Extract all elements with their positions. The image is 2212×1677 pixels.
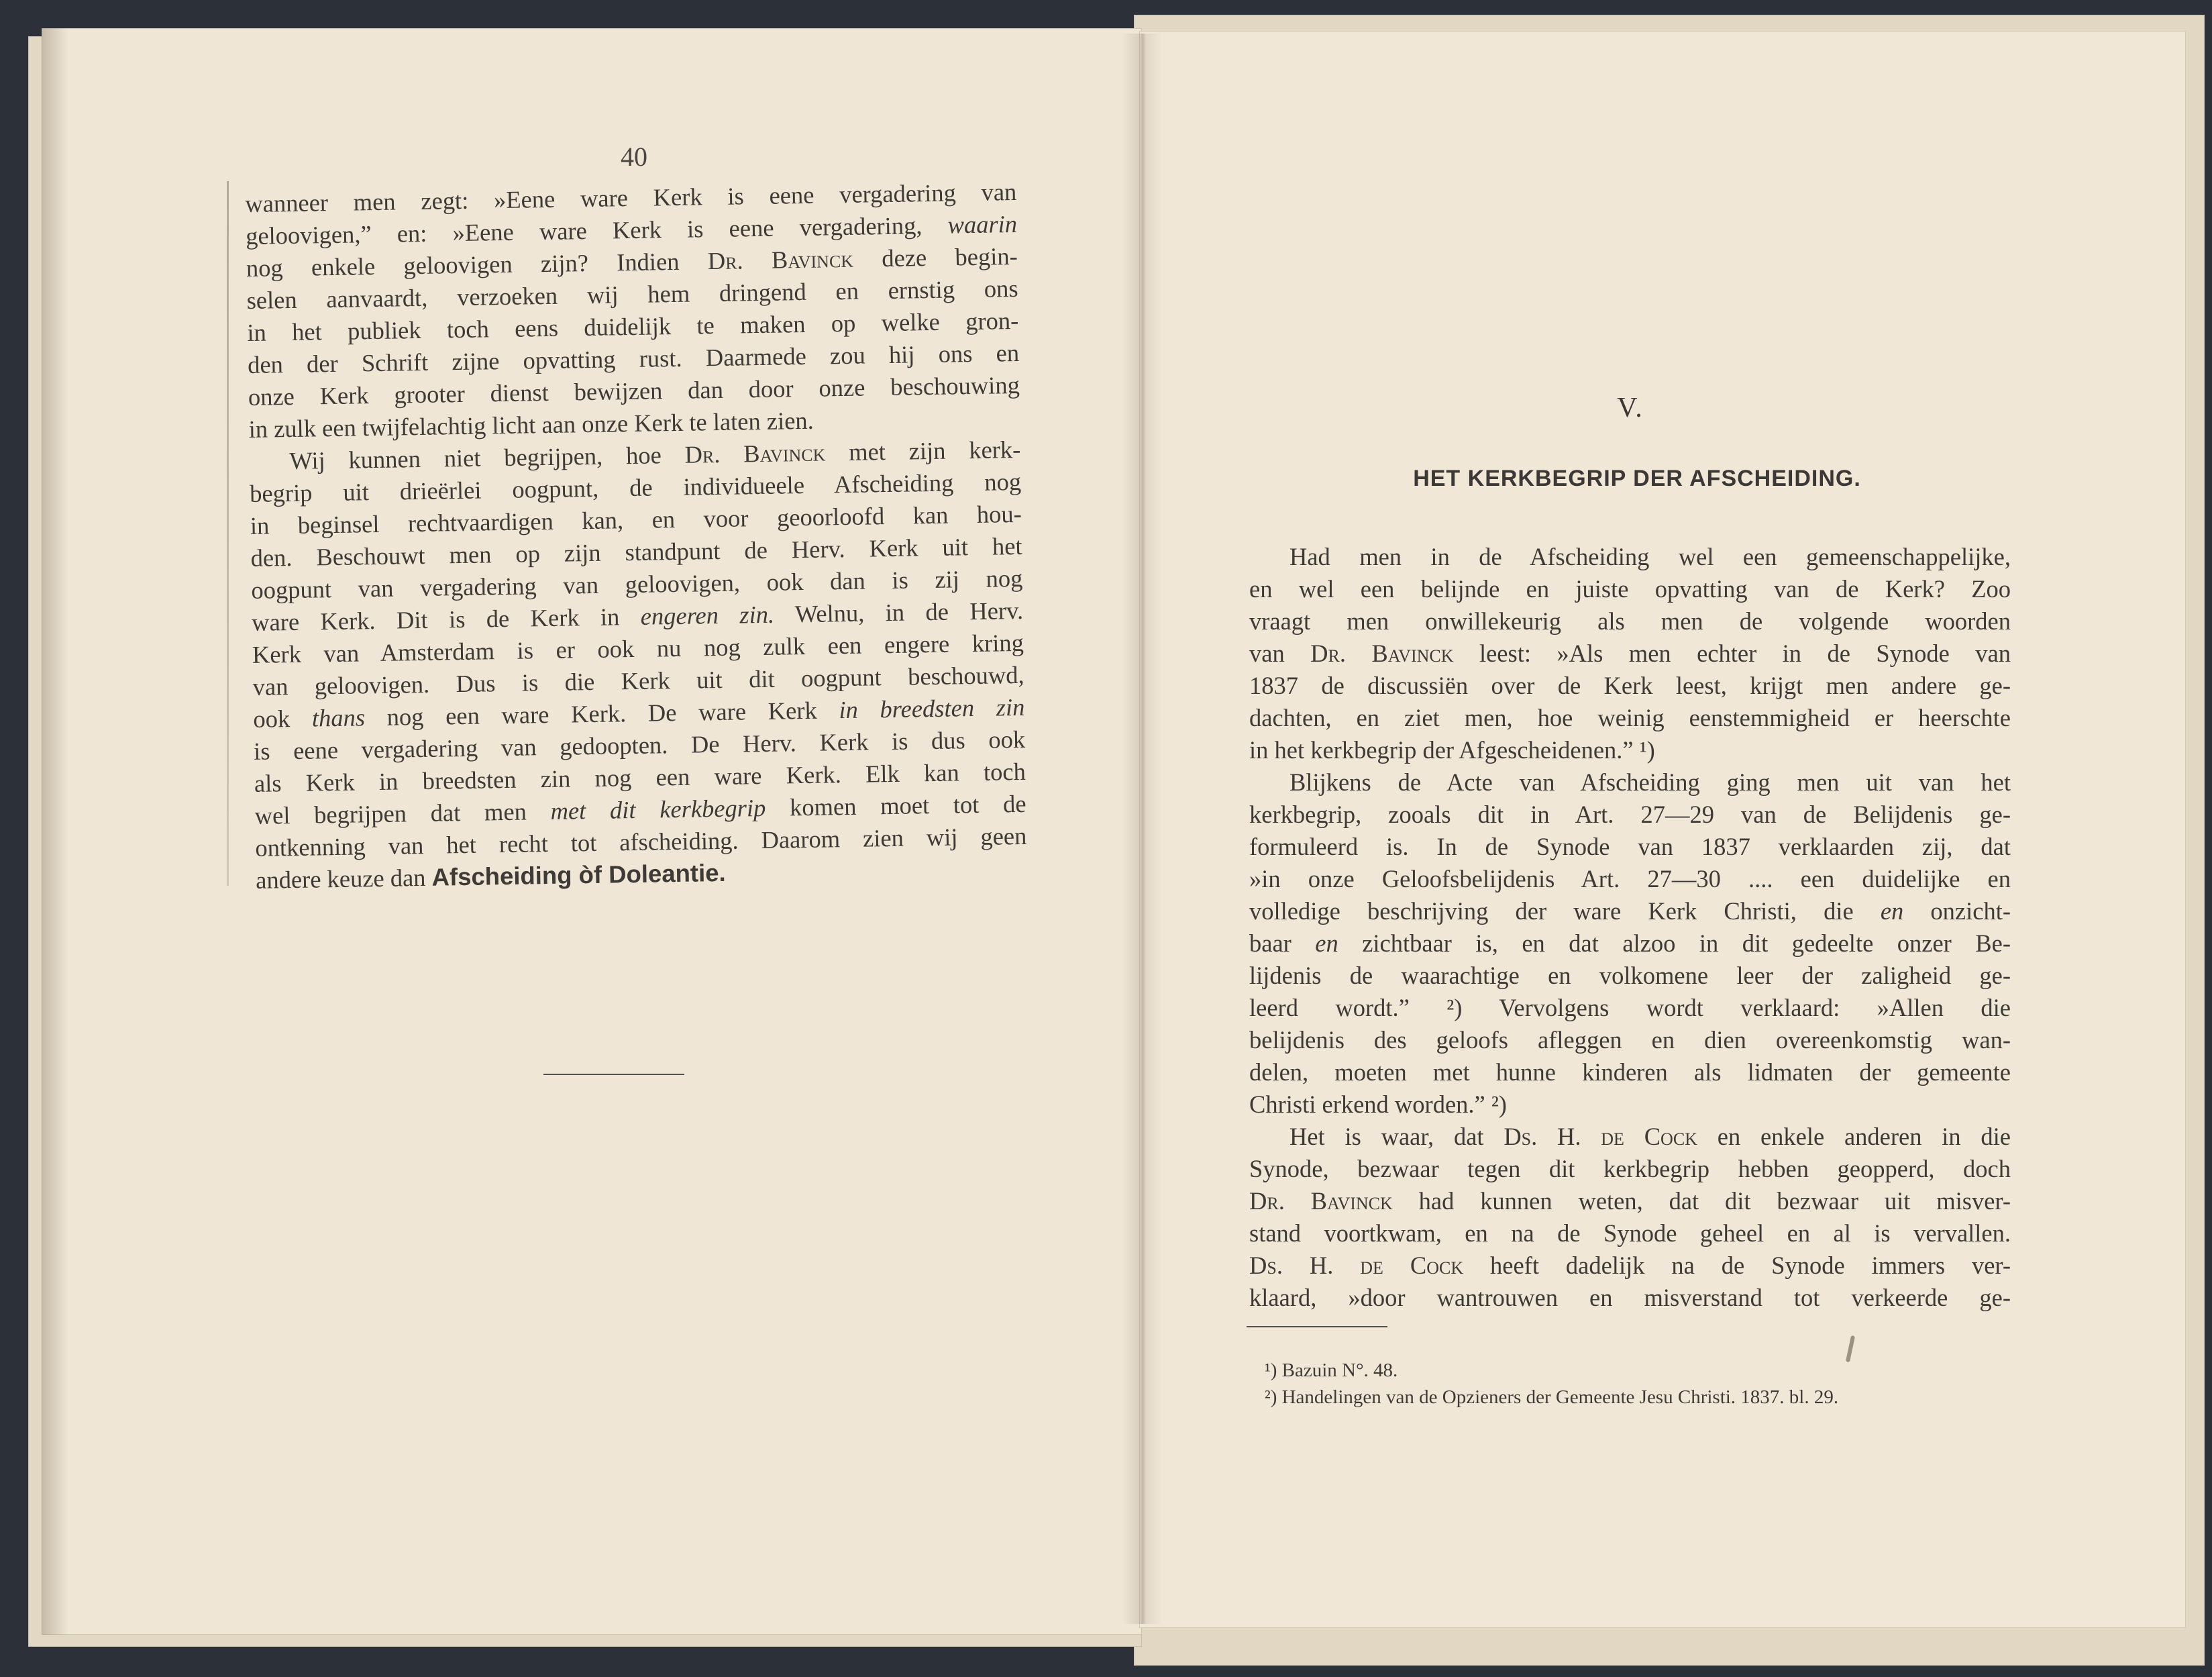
text-line <box>1249 1185 2011 1217</box>
text-segment: onzicht- <box>1903 897 2011 925</box>
text-line <box>1249 766 2011 799</box>
text-segment: en <box>1315 929 1338 957</box>
text-line <box>1249 1250 2011 1282</box>
text-line <box>1249 1088 2011 1121</box>
text-segment: is eene vergadering van gedoopten. De Herv. Kerk is dus ook <box>253 725 1026 765</box>
text-segment: kerkbegrip, zooals dit in Art. 27—29 van de Belijdenis ge- <box>1249 801 2011 828</box>
text-line <box>1249 702 2011 734</box>
text-line <box>1249 1024 2011 1056</box>
text-segment: in het publiek toch eens duidelijk te maken op welke gron- <box>247 306 1019 346</box>
text-segment: Blijkens de Acte van Afscheiding ging men uit van het <box>1289 768 2011 796</box>
text-segment: »in onze Geloofsbelijdenis Art. 27—30 .... een duidelijke en <box>1249 865 2011 893</box>
text-segment: Synode, bezwaar tegen dit kerkbegrip hebben geopperd, doch <box>1249 1155 2011 1182</box>
text-segment: engeren zin. <box>640 600 775 630</box>
text-segment: stand voortkwam, en na de Synode geheel en al is vervallen. <box>1249 1219 2011 1247</box>
text-segment: met dit kerkbegrip <box>550 793 766 825</box>
page-number: 40 <box>621 142 647 172</box>
text-segment: formuleerd is. In de Synode van 1837 verklaarden zij, dat <box>1249 833 2011 860</box>
text-segment: Wij kunnen niet begrijpen, hoe <box>289 440 685 475</box>
footnote-marker: ¹) <box>1265 1360 1277 1381</box>
text-segment: begrip uit drieërlei oogpunt, de individueele Afscheiding nog <box>249 467 1022 507</box>
text-line <box>1249 960 2011 992</box>
text-segment: Dr. Bavinck <box>1310 640 1454 667</box>
text-line <box>1249 992 2011 1024</box>
text-segment: deze begin- <box>853 242 1018 272</box>
text-line <box>1249 1056 2011 1088</box>
right-page-body <box>1249 541 2011 1314</box>
footnote <box>1265 1384 2016 1411</box>
text-segment: wanneer men zegt: »Eene ware Kerk is eene vergadering van <box>245 177 1017 217</box>
text-line <box>1249 734 2011 766</box>
text-segment: nog enkele geloovigen zijn? Indien <box>246 247 708 282</box>
text-segment: Dr. Bavinck <box>1249 1187 1393 1215</box>
text-segment: nog een ware Kerk. De ware Kerk <box>364 696 839 731</box>
text-line <box>1249 1153 2011 1185</box>
text-segment: vraagt men onwillekeurig als men de volgende woorden <box>1249 607 2011 635</box>
text-segment: Het is waar, dat <box>1289 1123 1504 1150</box>
margin-pencil-mark <box>227 181 229 886</box>
text-segment: Dr. Bavinck <box>707 244 854 275</box>
footnote-text: Bazuin N°. 48. <box>1281 1360 1398 1381</box>
text-segment: ware Kerk. Dit is de Kerk in <box>251 602 641 636</box>
text-segment: van geloovigen. Dus is die Kerk uit dit oogpunt beschouwd, <box>252 660 1024 701</box>
text-line <box>1249 799 2011 831</box>
text-line <box>1249 1217 2011 1250</box>
footnote-marker: ²) <box>1265 1386 1277 1408</box>
text-segment: thans <box>311 703 366 732</box>
text-segment: ontkenning van het recht tot afscheiding. Daarom zien wij geen <box>255 821 1027 862</box>
text-segment: ook <box>253 704 313 733</box>
text-segment: Had men in de Afscheiding wel een gemeenschappelijke, <box>1289 543 2011 570</box>
book-gutter <box>1122 34 1162 1624</box>
text-line <box>1249 831 2011 863</box>
text-segment: geloovigen,” en: »Eene ware Kerk is eene vergadering, <box>245 211 948 250</box>
text-segment: in zulk een twijfelachtig licht aan onze Kerk te laten zien. <box>248 406 814 443</box>
text-line <box>1249 1282 2011 1314</box>
text-segment: in breedsten zin <box>839 693 1025 724</box>
text-line <box>1249 670 2011 702</box>
text-segment: delen, moeten met hunne kinderen als lidmaten der gemeente <box>1249 1058 2011 1086</box>
text-segment: den der Schrift zijne opvatting rust. Daarmede zou hij ons en <box>247 338 1020 378</box>
text-line <box>1249 895 2011 927</box>
text-segment: oogpunt van vergadering van geloovigen, ook dan is zij nog <box>251 564 1023 604</box>
text-segment: met zijn kerk- <box>825 435 1021 466</box>
text-line <box>1249 541 2011 573</box>
text-segment: waarin <box>947 209 1018 239</box>
text-segment: en enkele anderen in die <box>1697 1123 2011 1150</box>
text-segment: Afscheiding òf Doleantie. <box>431 858 726 891</box>
left-page-body <box>245 176 1027 897</box>
text-segment: en <box>1880 897 1904 925</box>
text-segment: komen moet tot de <box>766 789 1026 821</box>
text-segment: leerd wordt.” ²) Vervolgens wordt verklaard: »Allen die <box>1249 994 2011 1021</box>
text-segment: belijdenis des geloofs afleggen en dien overeenkomstig wan- <box>1249 1026 2011 1054</box>
text-segment: Welnu, in de Herv. <box>774 596 1024 628</box>
text-segment: klaard, »door wantrouwen en misverstand tot verkeerde ge- <box>1249 1284 2011 1311</box>
footnotes <box>1265 1357 2016 1411</box>
text-segment: had kunnen weten, dat dit bezwaar uit misver- <box>1392 1187 2011 1215</box>
text-segment: Kerk van Amsterdam is er ook nu nog zulk een engere kring <box>252 628 1024 668</box>
text-segment: en wel een belijnde en juiste opvatting van de Kerk? Zoo <box>1249 575 2011 603</box>
text-segment: lijdenis de waarachtige en volkomene leer der zaligheid ge- <box>1249 962 2011 989</box>
footnote-text: Handelingen van de Opzieners der Gemeente Jesu Christi. 1837. bl. 29. <box>1281 1386 1839 1408</box>
text-line <box>1249 638 2011 670</box>
chapter-title: HET KERKBEGRIP DER AFSCHEIDING. <box>1413 466 1861 491</box>
text-segment: Ds. H. de Cock <box>1504 1123 1697 1150</box>
text-segment: leest: »Als men echter in de Synode van <box>1453 640 2011 667</box>
text-segment: den. Beschouwt men op zijn standpunt de Herv. Kerk uit het <box>250 531 1022 572</box>
text-line <box>1249 863 2011 895</box>
footnote-rule <box>1247 1326 1387 1327</box>
text-line <box>1249 573 2011 605</box>
text-segment: als Kerk in breedsten zin nog een ware Kerk. Elk kan toch <box>254 757 1026 797</box>
text-segment: heeft dadelijk na de Synode immers ver- <box>1463 1252 2011 1279</box>
text-segment: Dr. Bavinck <box>684 438 826 468</box>
text-segment: Ds. H. de Cock <box>1249 1252 1464 1279</box>
text-segment: dachten, en ziet men, hoe weinig eenstemmigheid er heerschte <box>1249 704 2011 731</box>
left-edge-shadow <box>42 28 68 1635</box>
text-segment: selen aanvaardt, verzoeken wij hem dringend en ernstig ons <box>246 274 1018 314</box>
text-segment: Christi erkend worden.” ²) <box>1249 1090 1507 1118</box>
text-segment: onze Kerk grooter dienst bewijzen dan door onze beschouwing <box>248 370 1020 411</box>
text-segment: zichtbaar is, en dat alzoo in dit gedeelte onzer Be- <box>1338 929 2011 957</box>
text-segment: andere keuze dan <box>255 863 432 894</box>
chapter-number: V. <box>1617 393 1644 423</box>
text-line <box>1249 605 2011 638</box>
text-segment: baar <box>1249 929 1316 957</box>
text-line <box>1249 1121 2011 1153</box>
section-end-rule <box>543 1074 684 1075</box>
text-segment: volledige beschrijving der ware Kerk Christi, die <box>1249 897 1881 925</box>
footnote <box>1265 1357 2016 1384</box>
text-segment: in het kerkbegrip der Afgescheidenen.” ¹) <box>1249 736 1655 764</box>
text-line <box>1249 927 2011 960</box>
text-segment: van <box>1249 640 1311 667</box>
text-segment: 1837 de discussiën over de Kerk leest, krijgt men andere ge- <box>1249 672 2011 699</box>
text-segment: in beginsel rechtvaardigen kan, en voor geoorloofd kan hou- <box>250 499 1022 540</box>
text-segment: wel begrijpen dat men <box>254 797 551 829</box>
